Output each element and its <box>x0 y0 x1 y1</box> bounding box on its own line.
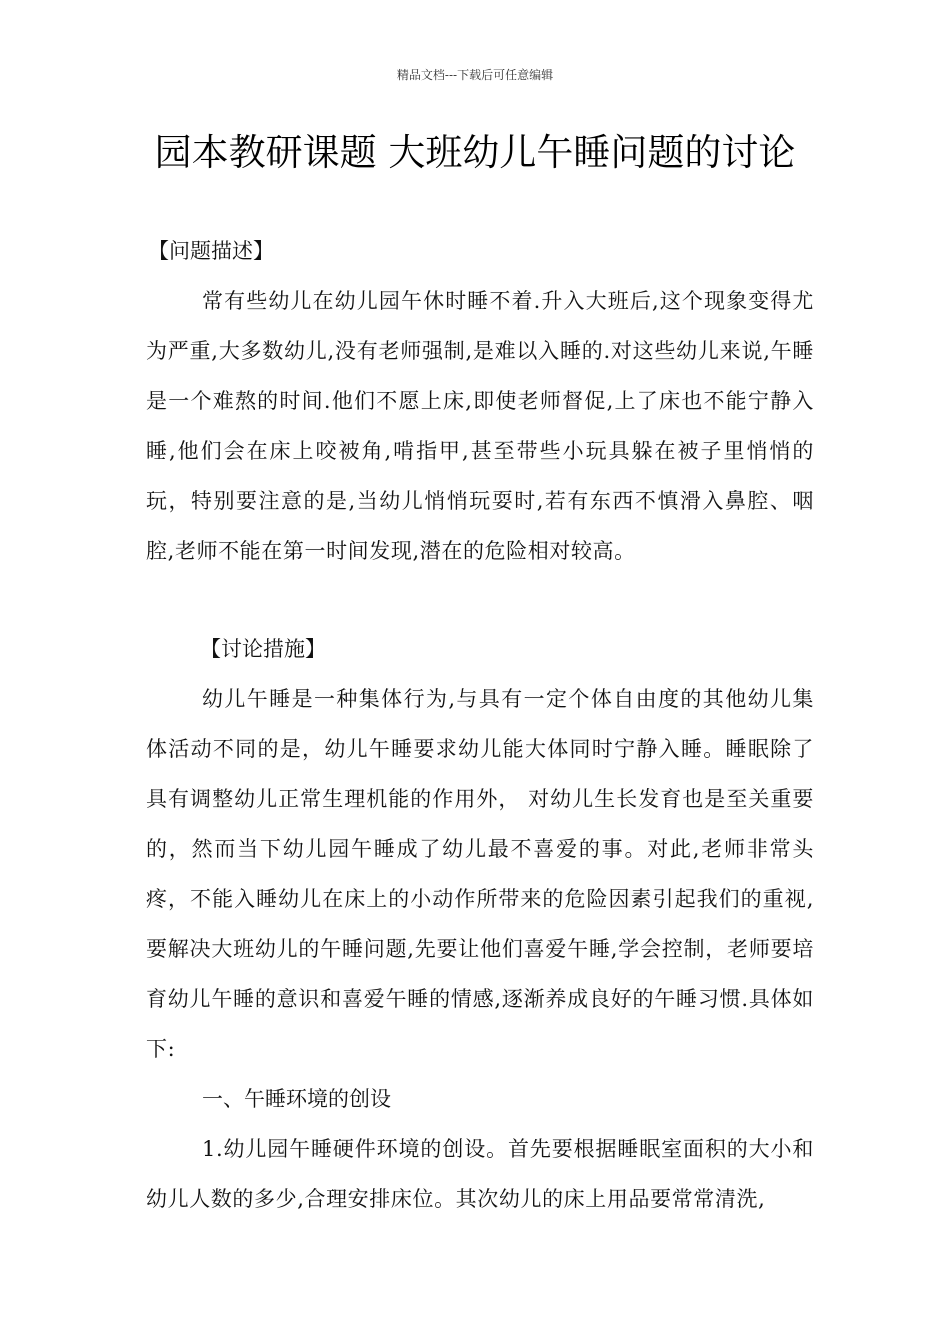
paragraph-measures: 幼儿午睡是一种集体行为,与具有一定个体自由度的其他幼儿集体活动不同的是，幼儿午睡要求幼儿能大体同时宁静入睡。睡眠除了具有调整幼儿正常生理机能的作用外， 对幼儿生长发育也是至关重要的，然而当下幼儿园午睡成了幼儿最不喜爱的事。对此,老师非常头疼，不能入睡幼儿在床上的小动作所带来的危险因素引起我们的重视,要解决大班幼儿的午睡问题,先要让他们喜爱午睡,学会控制，老师要培育幼儿午睡的意识和喜爱午睡的情感,逐渐养成良好的午睡习惯.具体如下: <box>146 687 814 1061</box>
document-title: 园本教研课题 大班幼儿午睡问题的讨论 <box>154 131 796 174</box>
paragraph-problem-description: 常有些幼儿在幼儿园午休时睡不着.升入大班后,这个现象变得尤为严重,大多数幼儿,没有老师强制,是难以入睡的.对这些幼儿来说,午睡是一个难熬的时间.他们不愿上床,即使老师督促,上了床也不能宁静入睡,他们会在床上咬被角,啃指甲,甚至带些小玩具躲在被子里悄悄的玩，特别要注意的是,当幼儿悄悄玩耍时,若有东西不慎滑入鼻腔、咽腔,老师不能在第一时间发现,潜在的危险相对较高。 <box>146 289 814 563</box>
paragraph-item-1: 1.幼儿园午睡硬件环境的创设。首先要根据睡眠室面积的大小和幼儿人数的多少,合理安排床位。其次幼儿的床上用品要常常清洗, <box>146 1137 814 1211</box>
header-note: 精品文档---下载后可任意编辑 <box>396 68 554 82</box>
section-heading-problem: 【问题描述】 <box>148 239 274 263</box>
subheading-environment: 一、午睡环境的创设 <box>202 1087 391 1111</box>
section-heading-measures: 【讨论措施】 <box>200 637 326 661</box>
